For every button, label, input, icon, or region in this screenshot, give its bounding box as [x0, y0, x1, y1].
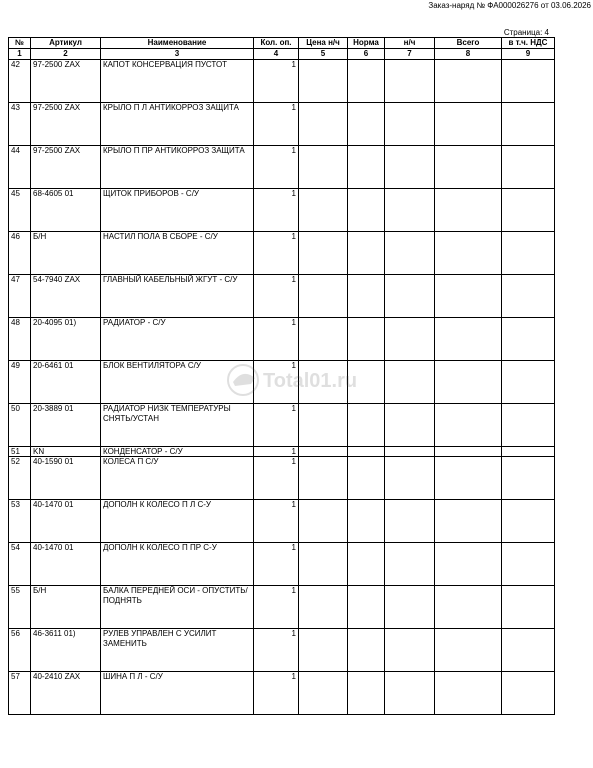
total-cell — [435, 232, 502, 275]
hours-cell — [385, 672, 435, 715]
norm-cell — [348, 232, 385, 275]
total-cell — [435, 672, 502, 715]
hours-cell — [385, 586, 435, 629]
column-index: 2 — [31, 49, 101, 60]
total-cell — [435, 189, 502, 232]
total-cell — [435, 500, 502, 543]
table-row — [9, 672, 555, 715]
column-index: 7 — [385, 49, 435, 60]
qty-cell: 1 — [254, 543, 299, 586]
price-cell — [299, 543, 348, 586]
vat-cell — [502, 361, 555, 404]
qty-cell: 1 — [254, 275, 299, 318]
row-number: 44 — [9, 146, 31, 189]
norm-cell — [348, 275, 385, 318]
row-number: 42 — [9, 60, 31, 103]
total-cell — [435, 146, 502, 189]
column-header-qty: Кол. оп. — [254, 38, 299, 49]
name-cell: ДОПОЛН К КОЛЕСО П ПР С-У — [101, 543, 254, 586]
column-header-norm: Норма — [348, 38, 385, 49]
hours-cell — [385, 318, 435, 361]
qty-cell: 1 — [254, 629, 299, 672]
row-number: 57 — [9, 672, 31, 715]
name-cell: КАПОТ КОНСЕРВАЦИЯ ПУСТОТ — [101, 60, 254, 103]
total-cell — [435, 103, 502, 146]
price-cell — [299, 232, 348, 275]
row-number: 43 — [9, 103, 31, 146]
column-header-name: Наименование — [101, 38, 254, 49]
article-cell: 20-6461 01 — [31, 361, 101, 404]
vat-cell — [502, 672, 555, 715]
table-row — [9, 275, 555, 318]
table-row — [9, 457, 555, 500]
qty-cell: 1 — [254, 586, 299, 629]
row-number: 55 — [9, 586, 31, 629]
row-number: 51 — [9, 447, 31, 457]
article-cell: KN — [31, 447, 101, 457]
hours-cell — [385, 404, 435, 447]
table-row — [9, 103, 555, 146]
vat-cell — [502, 60, 555, 103]
article-cell: 97-2500 ZAX — [31, 146, 101, 189]
table-row — [9, 60, 555, 103]
norm-cell — [348, 543, 385, 586]
vat-cell — [502, 586, 555, 629]
hours-cell — [385, 275, 435, 318]
name-cell: НАСТИЛ ПОЛА В СБОРЕ - С/У — [101, 232, 254, 275]
total-cell — [435, 543, 502, 586]
header-row — [9, 38, 555, 49]
article-cell: 40-1590 01 — [31, 457, 101, 500]
table-row — [9, 318, 555, 361]
qty-cell: 1 — [254, 672, 299, 715]
vat-cell — [502, 447, 555, 457]
hours-cell — [385, 500, 435, 543]
name-cell: БАЛКА ПЕРЕДНЕЙ ОСИ - ОПУСТИТЬ/ПОДНЯТЬ — [101, 586, 254, 629]
norm-cell — [348, 457, 385, 500]
name-cell: РАДИАТОР - С/У — [101, 318, 254, 361]
norm-cell — [348, 318, 385, 361]
price-cell — [299, 146, 348, 189]
table-row — [9, 543, 555, 586]
price-cell — [299, 318, 348, 361]
article-cell: Б/Н — [31, 232, 101, 275]
norm-cell — [348, 629, 385, 672]
column-index: 1 — [9, 49, 31, 60]
norm-cell — [348, 447, 385, 457]
hours-cell — [385, 146, 435, 189]
total-cell — [435, 318, 502, 361]
norm-cell — [348, 146, 385, 189]
row-number: 48 — [9, 318, 31, 361]
row-number: 49 — [9, 361, 31, 404]
row-number: 50 — [9, 404, 31, 447]
norm-cell — [348, 189, 385, 232]
price-cell — [299, 361, 348, 404]
total-cell — [435, 586, 502, 629]
column-number-row — [9, 49, 555, 60]
vat-cell — [502, 232, 555, 275]
qty-cell: 1 — [254, 318, 299, 361]
table-row — [9, 629, 555, 672]
column-index: 3 — [101, 49, 254, 60]
price-cell — [299, 447, 348, 457]
vat-cell — [502, 500, 555, 543]
row-number: 45 — [9, 189, 31, 232]
price-cell — [299, 189, 348, 232]
price-cell — [299, 500, 348, 543]
price-cell — [299, 103, 348, 146]
table-row — [9, 404, 555, 447]
order-table — [8, 37, 555, 715]
total-cell — [435, 629, 502, 672]
article-cell: 40-1470 01 — [31, 543, 101, 586]
vat-cell — [502, 146, 555, 189]
vat-cell — [502, 103, 555, 146]
qty-cell: 1 — [254, 146, 299, 189]
name-cell: КРЫЛО П ПР АНТИКОРРОЗ ЗАЩИТА — [101, 146, 254, 189]
column-index: 6 — [348, 49, 385, 60]
table-body — [9, 60, 555, 715]
hours-cell — [385, 60, 435, 103]
article-cell: 97-2500 ZAX — [31, 60, 101, 103]
hours-cell — [385, 629, 435, 672]
article-cell: 20-3889 01 — [31, 404, 101, 447]
column-index: 9 — [502, 49, 555, 60]
column-header-number: № — [9, 38, 31, 49]
name-cell: ЩИТОК ПРИБОРОВ - С/У — [101, 189, 254, 232]
page-number: Страница: 4 — [503, 28, 549, 37]
hours-cell — [385, 189, 435, 232]
table-row — [9, 586, 555, 629]
column-index: 5 — [299, 49, 348, 60]
name-cell: РУЛЕВ УПРАВЛЕН С УСИЛИТ ЗАМЕНИТЬ — [101, 629, 254, 672]
name-cell: РАДИАТОР НИЗК ТЕМПЕРАТУРЫ СНЯТЬ/УСТАН — [101, 404, 254, 447]
table-row — [9, 146, 555, 189]
article-cell: 20-4095 01) — [31, 318, 101, 361]
table-row — [9, 500, 555, 543]
total-cell — [435, 457, 502, 500]
column-header-total: Всего — [435, 38, 502, 49]
hours-cell — [385, 457, 435, 500]
norm-cell — [348, 672, 385, 715]
qty-cell: 1 — [254, 361, 299, 404]
column-header-article: Артикул — [31, 38, 101, 49]
name-cell: ГЛАВНЫЙ КАБЕЛЬНЫЙ ЖГУТ - С/У — [101, 275, 254, 318]
hours-cell — [385, 103, 435, 146]
norm-cell — [348, 103, 385, 146]
total-cell — [435, 361, 502, 404]
qty-cell: 1 — [254, 404, 299, 447]
vat-cell — [502, 275, 555, 318]
price-cell — [299, 457, 348, 500]
total-cell — [435, 447, 502, 457]
row-number: 46 — [9, 232, 31, 275]
vat-cell — [502, 318, 555, 361]
row-number: 53 — [9, 500, 31, 543]
watermark-text: Total01.ru — [263, 370, 358, 392]
vat-cell — [502, 629, 555, 672]
article-cell: 46-3611 01) — [31, 629, 101, 672]
document-header: Заказ-наряд № ФА000026276 от 03.06.2026 — [428, 1, 591, 10]
article-cell: 54-7940 ZAX — [31, 275, 101, 318]
table-row — [9, 189, 555, 232]
row-number: 56 — [9, 629, 31, 672]
total-cell — [435, 275, 502, 318]
column-index: 4 — [254, 49, 299, 60]
article-cell: 97-2500 ZAX — [31, 103, 101, 146]
table-row — [9, 232, 555, 275]
article-cell: Б/Н — [31, 586, 101, 629]
qty-cell: 1 — [254, 103, 299, 146]
name-cell: КРЫЛО П Л АНТИКОРРОЗ ЗАЩИТА — [101, 103, 254, 146]
norm-cell — [348, 404, 385, 447]
hours-cell — [385, 232, 435, 275]
column-header-hours: н/ч — [385, 38, 435, 49]
qty-cell: 1 — [254, 500, 299, 543]
price-cell — [299, 275, 348, 318]
name-cell: КОНДЕНСАТОР - С/У — [101, 447, 254, 457]
article-cell: 40-2410 ZAX — [31, 672, 101, 715]
name-cell: КОЛЕСА П С/У — [101, 457, 254, 500]
name-cell: БЛОК ВЕНТИЛЯТОРА С/У — [101, 361, 254, 404]
article-cell: 40-1470 01 — [31, 500, 101, 543]
qty-cell: 1 — [254, 232, 299, 275]
qty-cell: 1 — [254, 60, 299, 103]
price-cell — [299, 672, 348, 715]
name-cell: ШИНА П Л - С/У — [101, 672, 254, 715]
norm-cell — [348, 586, 385, 629]
total-cell — [435, 404, 502, 447]
vat-cell — [502, 543, 555, 586]
column-header-price: Цена н/ч — [299, 38, 348, 49]
price-cell — [299, 586, 348, 629]
article-cell: 68-4605 01 — [31, 189, 101, 232]
price-cell — [299, 629, 348, 672]
hours-cell — [385, 361, 435, 404]
vat-cell — [502, 404, 555, 447]
hours-cell — [385, 447, 435, 457]
row-number: 54 — [9, 543, 31, 586]
table-row — [9, 361, 555, 404]
column-header-vat: в т.ч. НДС — [502, 38, 555, 49]
total-cell — [435, 60, 502, 103]
column-index: 8 — [435, 49, 502, 60]
vat-cell — [502, 189, 555, 232]
price-cell — [299, 404, 348, 447]
vat-cell — [502, 457, 555, 500]
name-cell: ДОПОЛН К КОЛЕСО П Л С-У — [101, 500, 254, 543]
qty-cell: 1 — [254, 189, 299, 232]
qty-cell: 1 — [254, 447, 299, 457]
norm-cell — [348, 60, 385, 103]
table-row — [9, 447, 555, 457]
row-number: 52 — [9, 457, 31, 500]
row-number: 47 — [9, 275, 31, 318]
price-cell — [299, 60, 348, 103]
hours-cell — [385, 543, 435, 586]
norm-cell — [348, 361, 385, 404]
qty-cell: 1 — [254, 457, 299, 500]
norm-cell — [348, 500, 385, 543]
